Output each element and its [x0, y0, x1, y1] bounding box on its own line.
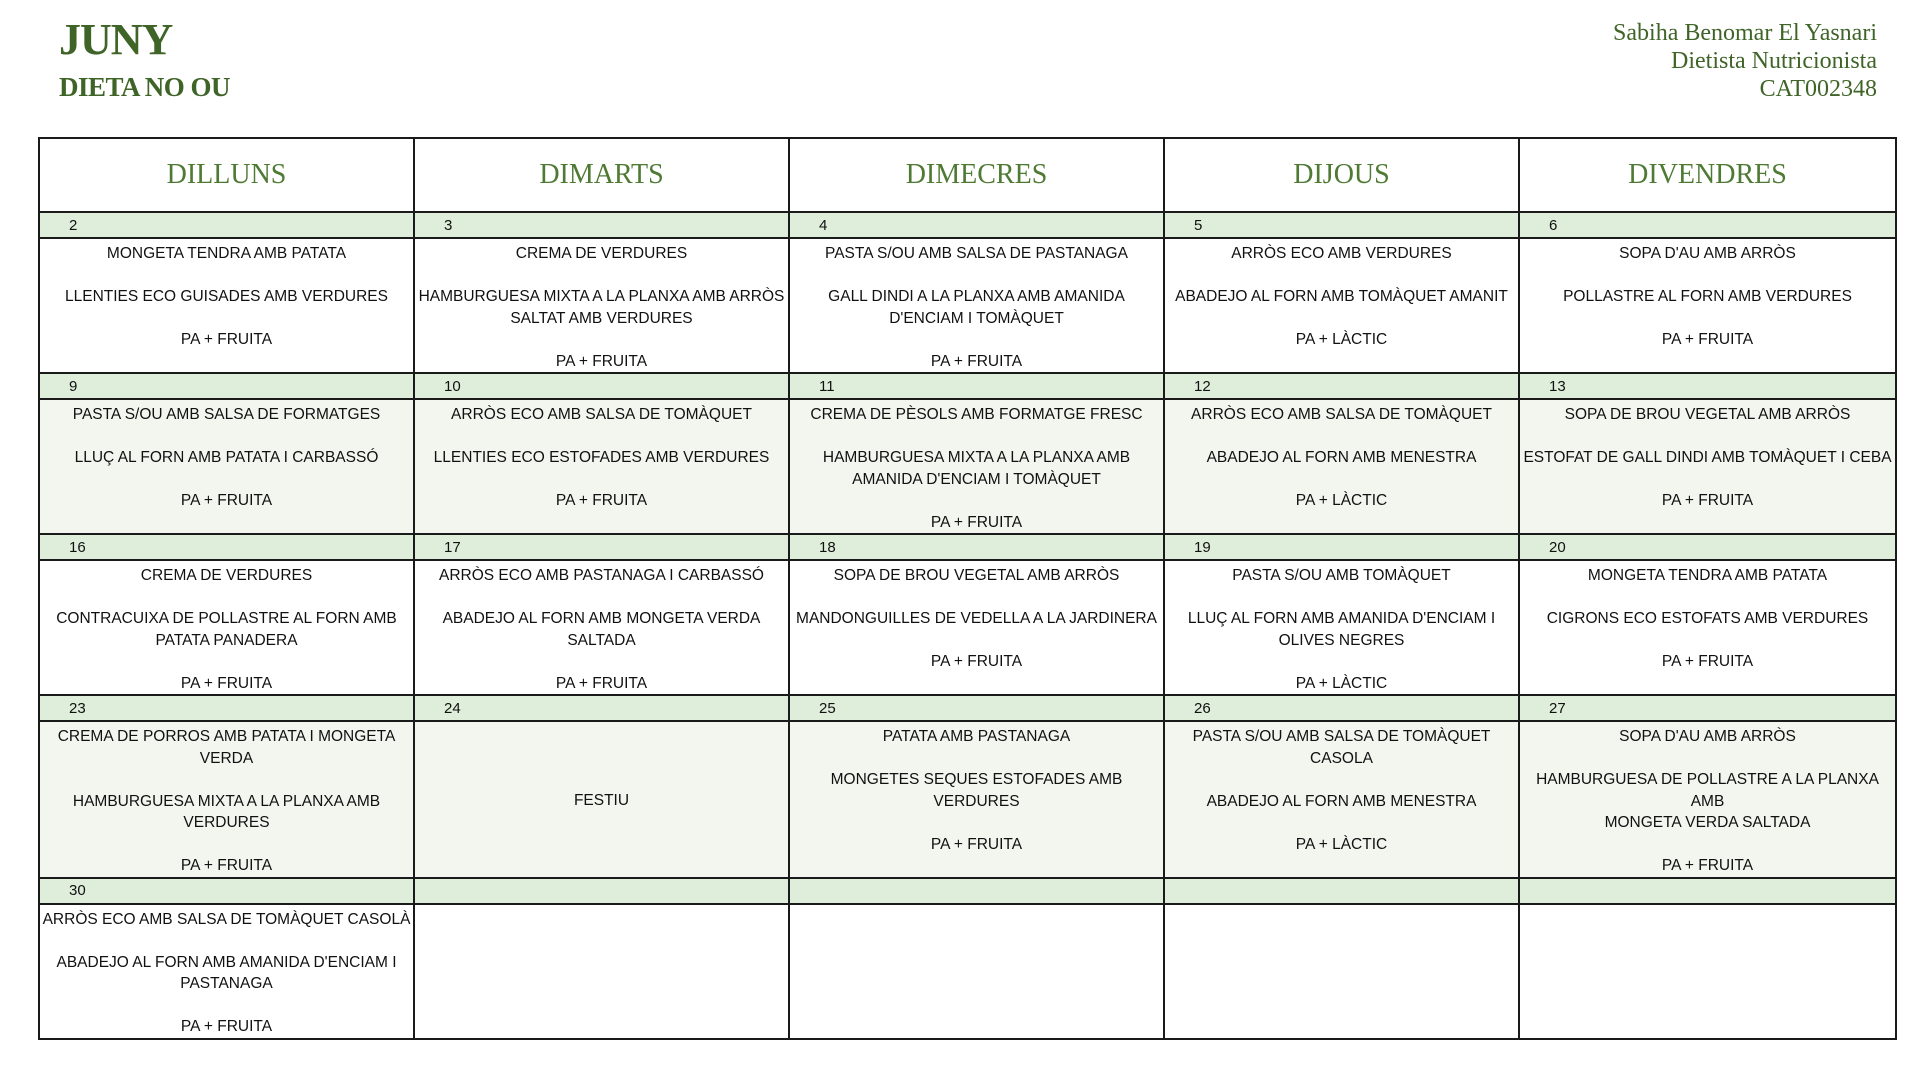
menu-calendar: [38, 137, 1897, 1040]
date-row: [39, 878, 1896, 904]
second-course: HAMBURGUESA MIXTA A LA PLANXA AMB VERDURES: [72, 792, 381, 831]
first-course: SOPA D'AU AMB ARRÒS: [1619, 245, 1796, 262]
date-row: [39, 534, 1896, 560]
first-course: PASTA S/OU AMB SALSA DE TOMÀQUET CASOLA: [1192, 728, 1491, 767]
second-course: ESTOFAT DE GALL DINDI AMB TOMÀQUET I CEBA: [1523, 449, 1892, 466]
first-course: SOPA DE BROU VEGETAL AMB ARRÒS: [1564, 406, 1851, 423]
menu-row: [39, 904, 1896, 1039]
dessert: PA + FRUITA: [180, 674, 273, 692]
weekday-header: DIVENDRES: [1519, 138, 1896, 212]
first-course: ARRÒS ECO AMB VERDURES: [1231, 245, 1452, 262]
date-cell: 11: [789, 373, 1164, 399]
date-cell: 13: [1519, 373, 1896, 399]
first-course: ARRÒS ECO AMB SALSA DE TOMÀQUET: [451, 406, 752, 423]
second-course: CONTRACUIXA DE POLLASTRE AL FORN AMB PATATA PANADERA: [56, 610, 397, 649]
date-cell: [1164, 878, 1519, 904]
dessert: PA + FRUITA: [180, 1018, 273, 1035]
menu-cell: [789, 399, 1164, 534]
menu-cell: [1164, 904, 1519, 1039]
date-cell: 19: [1164, 534, 1519, 560]
month-title: JUNY: [59, 15, 173, 64]
dessert: PA + FRUITA: [180, 857, 273, 874]
second-course: HAMBURGUESA MIXTA A LA PLANXA AMB AMANIDA D'ENCIAM I TOMÀQUET: [822, 449, 1131, 488]
second-course: MANDONGUILLES DE VEDELLA A LA JARDINERA: [796, 610, 1157, 627]
date-cell: 26: [1164, 695, 1519, 721]
second-course: HAMBURGUESA MIXTA A LA PLANXA AMB ARRÒS SALTAT AMB VERDURES: [418, 288, 785, 327]
date-cell: 27: [1519, 695, 1896, 721]
dessert: PA + FRUITA: [930, 653, 1023, 670]
dessert: PA + FRUITA: [180, 331, 273, 348]
menu-cell: [39, 560, 414, 695]
date-cell: 10: [414, 373, 789, 399]
date-cell: 3: [414, 212, 789, 238]
menu-cell: [789, 238, 1164, 373]
author-code: CAT002348: [1759, 76, 1877, 102]
date-cell: [414, 878, 789, 904]
date-cell: 25: [789, 695, 1164, 721]
date-cell: 4: [789, 212, 1164, 238]
dessert: PA + FRUITA: [555, 674, 648, 692]
menu-cell: [414, 399, 789, 534]
author-block: [1613, 19, 1877, 103]
menu-cell: [1519, 904, 1896, 1039]
menu-cell: [1164, 560, 1519, 695]
first-course: CREMA DE PÈSOLS AMB FORMATGE FRESC: [810, 406, 1143, 423]
date-row: [39, 212, 1896, 238]
second-course: HAMBURGUESA DE POLLASTRE A LA PLANXA AMB MONGETA VERDA SALTADA: [1536, 771, 1879, 831]
calendar-body: [39, 212, 1896, 1039]
dessert: PA + LÀCTIC: [1295, 331, 1388, 348]
menu-cell: [789, 904, 1164, 1039]
menu-cell: [1519, 238, 1896, 373]
date-cell: 17: [414, 534, 789, 560]
holiday-label: FESTIU: [573, 792, 630, 810]
dessert: PA + FRUITA: [930, 835, 1023, 853]
date-cell: 24: [414, 695, 789, 721]
menu-cell: [39, 721, 414, 878]
first-course: CREMA DE VERDURES: [515, 245, 688, 262]
date-cell: 30: [39, 878, 414, 904]
second-course: ABADEJO AL FORN AMB MONGETA VERDA SALTADA: [442, 610, 761, 649]
menu-cell: [39, 399, 414, 534]
first-course: CREMA DE VERDURES: [140, 567, 313, 584]
second-course: ABADEJO AL FORN AMB AMANIDA D'ENCIAM I PASTANAGA: [56, 953, 397, 992]
date-row: [39, 695, 1896, 721]
first-course: MONGETA TENDRA AMB PATATA: [1587, 567, 1828, 584]
menu-cell: [414, 721, 789, 878]
second-course: ABADEJO AL FORN AMB MENESTRA: [1206, 792, 1477, 810]
menu-cell: [789, 560, 1164, 695]
dessert: PA + FRUITA: [1661, 331, 1754, 348]
date-cell: 5: [1164, 212, 1519, 238]
second-course: CIGRONS ECO ESTOFATS AMB VERDURES: [1546, 610, 1869, 627]
menu-row: [39, 399, 1896, 534]
date-cell: 9: [39, 373, 414, 399]
author-name: Sabiha Benomar El Yasnari: [1613, 20, 1877, 46]
menu-cell: [414, 238, 789, 373]
menu-cell: [1164, 399, 1519, 534]
weekday-header: DIMECRES: [789, 138, 1164, 212]
date-cell: 12: [1164, 373, 1519, 399]
first-course: CREMA DE PORROS AMB PATATA I MONGETA VERDA: [57, 728, 396, 767]
second-course: ABADEJO AL FORN AMB MENESTRA: [1206, 449, 1477, 466]
second-course: GALL DINDI A LA PLANXA AMB AMANIDA D'ENCIAM I TOMÀQUET: [828, 288, 1125, 327]
date-row: [39, 373, 1896, 399]
dessert: PA + FRUITA: [1661, 492, 1754, 509]
second-course: LLUÇ AL FORN AMB PATATA I CARBASSÓ: [74, 449, 379, 466]
dessert: PA + LÀCTIC: [1295, 492, 1388, 509]
first-course: ARRÒS ECO AMB PASTANAGA I CARBASSÓ: [438, 567, 764, 584]
second-course: LLUÇ AL FORN AMB AMANIDA D'ENCIAM I OLIVES NEGRES: [1187, 610, 1496, 649]
diet-subtitle: DIETA NO OU: [59, 72, 231, 102]
author-role: Dietista Nutricionista: [1671, 48, 1877, 74]
second-course: LLENTIES ECO ESTOFADES AMB VERDURES: [433, 449, 770, 466]
second-course: LLENTIES ECO GUISADES AMB VERDURES: [64, 288, 388, 305]
dessert: PA + FRUITA: [930, 352, 1023, 370]
dessert: PA + FRUITA: [180, 492, 273, 509]
menu-cell: [39, 904, 414, 1039]
menu-cell: [414, 904, 789, 1039]
first-course: PASTA S/OU AMB SALSA DE PASTANAGA: [825, 245, 1128, 262]
second-course: ABADEJO AL FORN AMB TOMÀQUET AMANIT: [1175, 288, 1508, 305]
first-course: PASTA S/OU AMB TOMÀQUET: [1232, 567, 1451, 584]
menu-row: [39, 560, 1896, 695]
date-cell: [789, 878, 1164, 904]
date-cell: 16: [39, 534, 414, 560]
first-course: ARRÒS ECO AMB SALSA DE TOMÀQUET: [1191, 406, 1492, 423]
menu-cell: [1164, 238, 1519, 373]
menu-cell: [1519, 721, 1896, 878]
weekday-header: DIJOUS: [1164, 138, 1519, 212]
menu-cell: [789, 721, 1164, 878]
menu-cell: [1519, 399, 1896, 534]
first-course: MONGETA TENDRA AMB PATATA: [106, 245, 347, 262]
menu-cell: [1164, 721, 1519, 878]
date-cell: 2: [39, 212, 414, 238]
date-cell: 6: [1519, 212, 1896, 238]
dessert: PA + FRUITA: [930, 513, 1023, 531]
first-course: SOPA DE BROU VEGETAL AMB ARRÒS: [833, 567, 1120, 584]
menu-row: [39, 721, 1896, 878]
weekday-header: DIMARTS: [414, 138, 789, 212]
weekday-header: DILLUNS: [39, 138, 414, 212]
weekday-header-row: [39, 138, 1896, 212]
date-cell: 20: [1519, 534, 1896, 560]
dessert: PA + FRUITA: [555, 352, 648, 370]
menu-row: [39, 238, 1896, 373]
first-course: PATATA AMB PASTANAGA: [882, 728, 1071, 745]
menu-cell: [414, 560, 789, 695]
date-cell: 23: [39, 695, 414, 721]
first-course: SOPA D'AU AMB ARRÒS: [1619, 728, 1796, 745]
dessert: PA + FRUITA: [1661, 857, 1754, 874]
date-cell: 18: [789, 534, 1164, 560]
dessert: PA + FRUITA: [555, 492, 648, 509]
dessert: PA + LÀCTIC: [1295, 835, 1388, 853]
menu-cell: [1519, 560, 1896, 695]
dessert: PA + FRUITA: [1661, 653, 1754, 670]
date-cell: [1519, 878, 1896, 904]
first-course: ARRÒS ECO AMB SALSA DE TOMÀQUET CASOLÀ: [42, 910, 411, 928]
dessert: PA + LÀCTIC: [1295, 674, 1388, 692]
second-course: MONGETES SEQUES ESTOFADES AMB VERDURES: [830, 771, 1123, 810]
second-course: POLLASTRE AL FORN AMB VERDURES: [1563, 288, 1852, 305]
first-course: PASTA S/OU AMB SALSA DE FORMATGES: [72, 406, 381, 423]
menu-cell: [39, 238, 414, 373]
